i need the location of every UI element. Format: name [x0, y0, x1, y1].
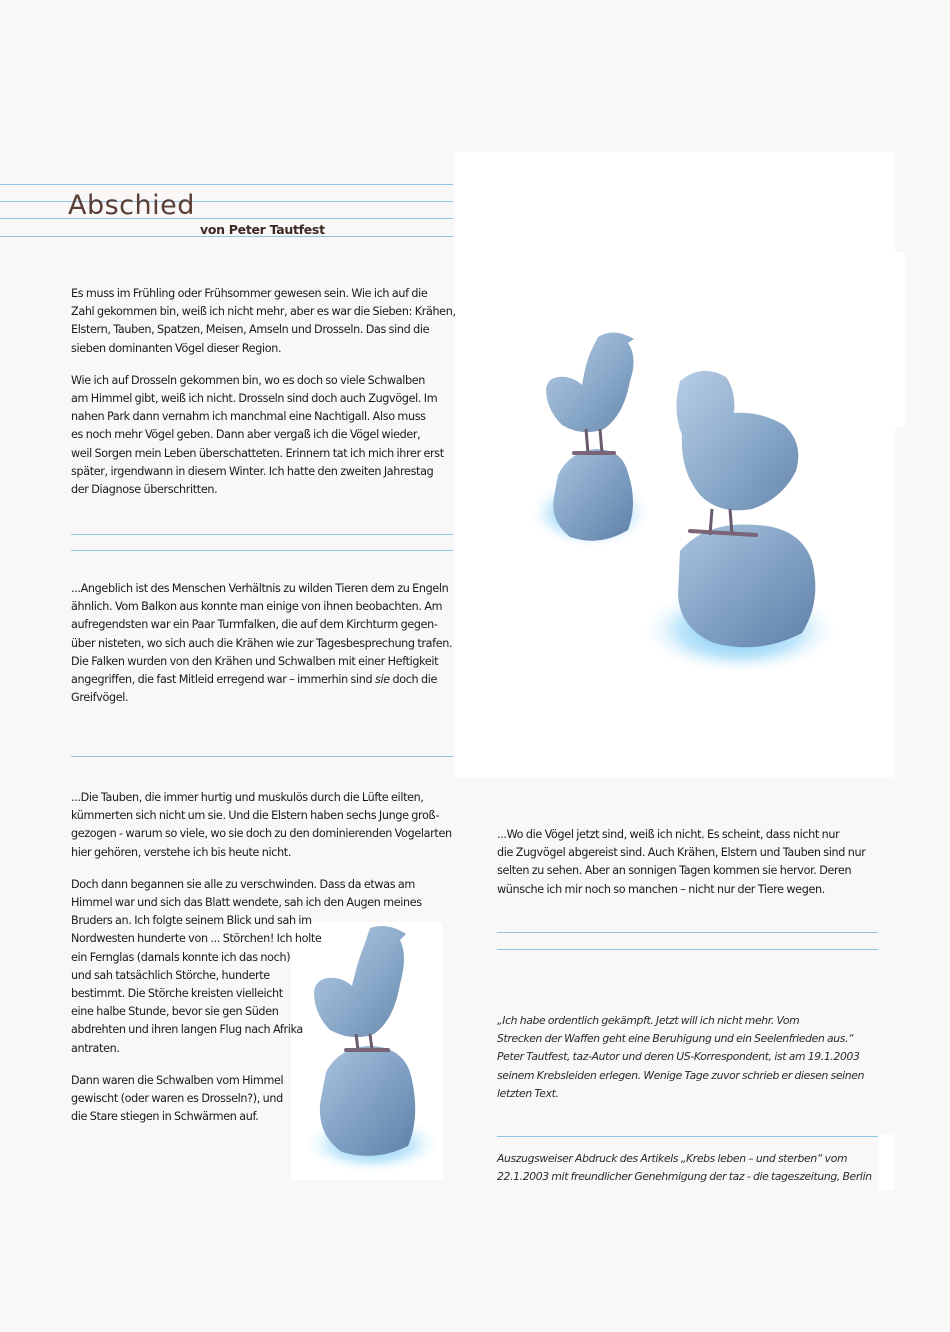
article-author: von Peter Tautfest	[200, 222, 325, 237]
reprint-credit: Auszugsweiser Abdruck des Artikels „Krebs leben – und sterben“ vom 22.1.2003 mit freundlicher Genehmigung der taz - die tageszeitung, Berlin	[497, 1152, 872, 1184]
article-title: Abschied	[68, 190, 195, 221]
section-4	[497, 826, 865, 899]
paragraph: ...Wo die Vögel jetzt sind, weiß ich nicht. Es scheint, dass nicht nur die Zugvögel abgereist sind. Auch Krähen, Elstern und Tauben sind nur selten zu sehen. Aber an sonnigen Tagen kommen sie hervor. Deren wünsche ich mir noch so manchen – nicht nur der Tiere wegen.	[497, 828, 866, 896]
section-1	[71, 285, 456, 499]
header-rule	[0, 184, 453, 185]
right-text-panel	[878, 1135, 894, 1190]
bird-left	[546, 332, 634, 432]
photo-panel-edge	[895, 252, 905, 427]
paragraph: Wie ich auf Drosseln gekommen bin, wo es doch so viele Schwalben am Himmel gibt, weiß ich nicht. Drosseln sind doch auch Zugvögel. Im nahen Park dann vernahm ich manchmal eine Nachtigall. Also muss es noch mehr Vögel geben. Dann aber vergaß ich die Vögel wieder, weil Sorgen mein Leben überschatteten. Erinnern tat ich mich ihrer erst später, irgendwann in diesem Winter. Ich hatte den zweiten Jahrestag der Diagnose überschritten.	[71, 373, 444, 497]
single-bird-sculpture-image	[296, 922, 441, 1177]
bird-right	[676, 371, 798, 511]
paragraph: Es muss im Frühling oder Frühsommer gewesen sein. Wie ich auf die Zahl gekommen bin, weiß ich nicht mehr, aber es war die Sieben: Krähen, Elstern, Tauben, Spatzen, Meisen, Amseln und Drosseln. Das sind die sieben dominanten Vögel dieser Region.	[71, 287, 456, 355]
divider	[71, 756, 453, 757]
stone-right	[678, 525, 815, 648]
closing-quote: „Ich habe ordentlich gekämpft. Jetzt will ich nicht mehr. Vom Strecken der Waffen geht eine Beruhigung und ein Seelenfrieden aus.“ Peter Tautfest, taz-Autor und deren US-Korrespondent, ist am 19.1.2003 seinem Krebsleiden erlegen. Wenige Tage zuvor schrieb er diesen seinen letzten Text.	[497, 1014, 865, 1100]
bird-sculptures-image	[530, 325, 840, 675]
paragraph: Dann waren die Schwalben vom Himmel gewischt (oder waren es Drosseln?), und die Stare stiegen in Schwärmen auf.	[71, 1073, 284, 1124]
section-2	[71, 580, 452, 707]
divider	[71, 550, 453, 551]
bird	[314, 926, 406, 1037]
divider	[71, 534, 453, 535]
paragraph: ...Angeblich ist des Menschen Verhältnis zu wilden Tieren dem zu Engeln ähnlich. Vom Balkon aus konnte man einige von ihnen beobachten. Am aufregendsten war ein Paar Turmfalken, die auf dem Kirchturm gegen- über nisteten, wo sich auch die Krähen wie zur Tagesbesprechung trafen. Die Falken wurden von den Krähen und Schwalben mit einer Heftigkeit angegriffen, die fast Mitleid erregend war – immerhin sind sie doch die Greifvögel.	[71, 582, 453, 705]
stone	[320, 1046, 415, 1156]
divider	[497, 932, 878, 933]
paragraph: ...Die Tauben, die immer hurtig und muskulös durch die Lüfte eilten, kümmerten sich nicht um sie. Und die Elstern haben sechs Junge groß- gezogen - warum so viele, wo sie doch zu den dominierenden Vogelarten hier gehören, verstehe ich bis heute nicht.	[71, 791, 452, 859]
stone-left	[553, 449, 633, 541]
paragraph: Doch dann begannen sie alle zu verschwinden. Dass da etwas am Himmel war und sich das Blatt wendete, sah ich den Augen meines Bruders an. Ich folgte seinem Blick und sah im Nordwesten hunderte von ... Störchen! Ich holte ein Fernglas (damals konnte ich das noch) und sah tatsächlich Störche, hunderte bestimmt. Die Störche kreisten vielleicht eine halbe Stunde, bevor sie gen Süden abdrehten und ihren langen Flug nach Afrika antraten.	[71, 877, 422, 1055]
divider	[497, 1136, 878, 1137]
divider	[497, 949, 878, 950]
